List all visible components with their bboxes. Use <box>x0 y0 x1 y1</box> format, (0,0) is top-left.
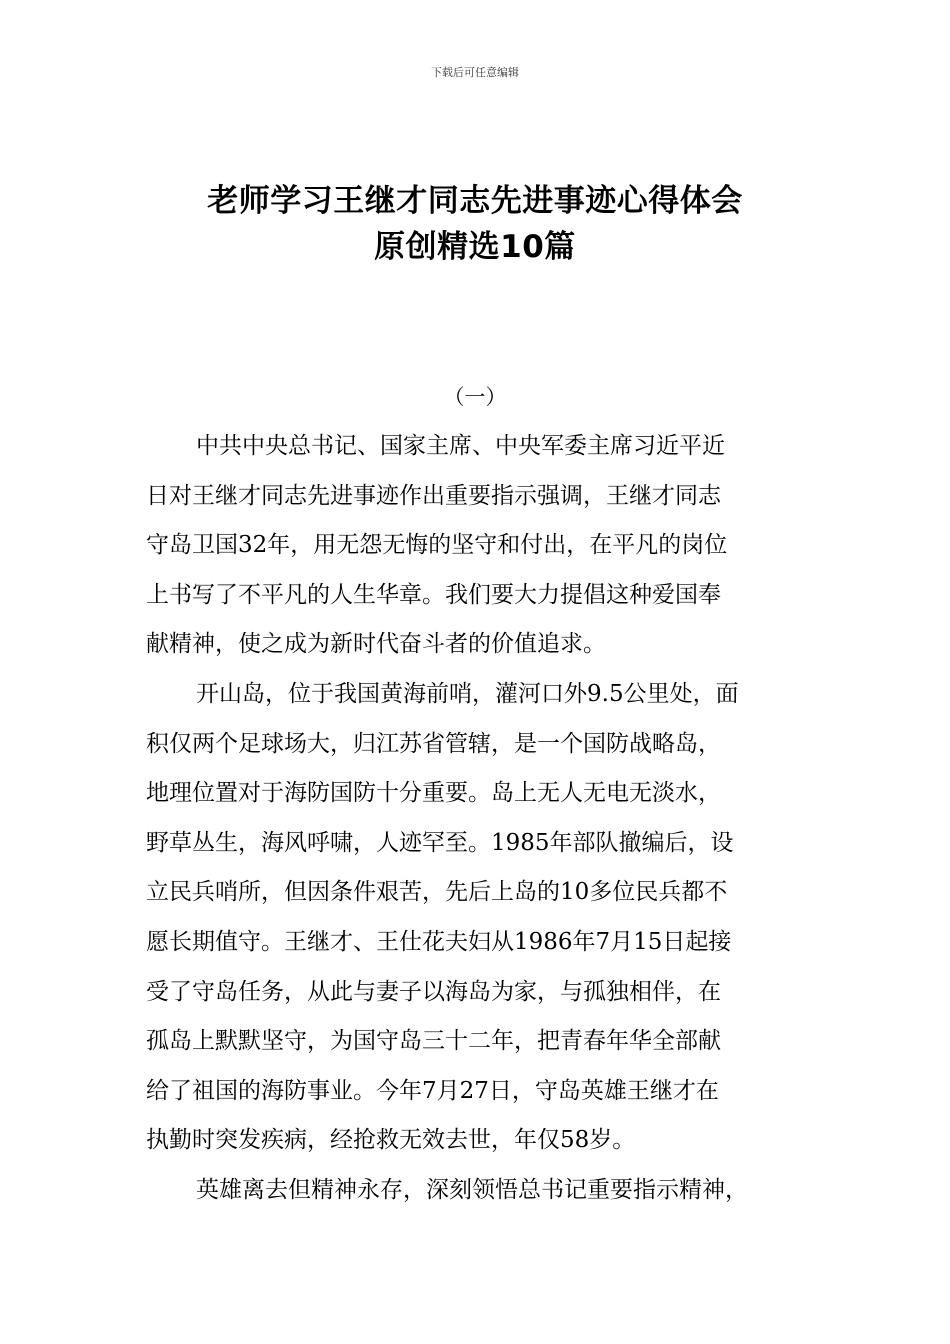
text-line: 孤岛上默默坚守，为国守岛三十二年，把青春年华全部献 <box>146 1028 721 1055</box>
text-line: 受了守岛任务，从此与妻子以海岛为家，与孤独相伴，在 <box>146 978 721 1005</box>
text-line: 献精神，使之成为新时代奋斗者的价值追求。 <box>146 631 606 658</box>
text-line: 野草丛生，海风呼啸，人迹罕至。1985年部队撤编后，设 <box>146 829 734 856</box>
document-title <box>120 178 830 270</box>
body-text <box>146 422 836 1216</box>
text-line: 地理位置对于海防国防十分重要。岛上无人无电无淡水， <box>146 780 721 807</box>
paragraph <box>146 422 836 670</box>
text-line: 愿长期值守。王继才、王仕花夫妇从1986年7月15日起接 <box>146 928 732 955</box>
title-line-2: 原创精选10篇 <box>374 229 576 265</box>
header-note: 下载后可任意编辑 <box>431 66 519 79</box>
text-line: 守岛卫国32年，用无怨无悔的坚守和付出，在平凡的岗位 <box>146 532 728 559</box>
text-line: 上书写了不平凡的人生华章。我们要大力提倡这种爱国奉 <box>146 581 721 608</box>
text-line: 日对王继才同志先进事迹作出重要指示强调，王继才同志 <box>146 482 721 509</box>
text-line: 给了祖国的海防事业。今年7月27日，守岛英雄王继才在 <box>146 1077 719 1104</box>
text-line: 执勤时突发疾病，经抢救无效去世，年仅58岁。 <box>146 1127 636 1154</box>
text-line: 开山岛，位于我国黄海前哨，灌河口外9.5公里处，面 <box>196 680 739 707</box>
section-label: （一） <box>443 385 507 409</box>
title-line-1: 老师学习王继才同志先进事迹心得体会 <box>207 183 743 219</box>
text-line: 立民兵哨所，但因条件艰苦，先后上岛的10多位民兵都不 <box>146 879 728 906</box>
paragraph <box>146 1166 836 1216</box>
text-line: 中共中央总书记、国家主席、中央军委主席习近平近 <box>196 433 725 459</box>
text-line: 英雄离去但精神永存，深刻领悟总书记重要指示精神， <box>196 1176 748 1203</box>
text-line: 积仅两个足球场大，归江苏省管辖，是一个国防战略岛， <box>146 730 721 757</box>
paragraph <box>146 670 836 1166</box>
